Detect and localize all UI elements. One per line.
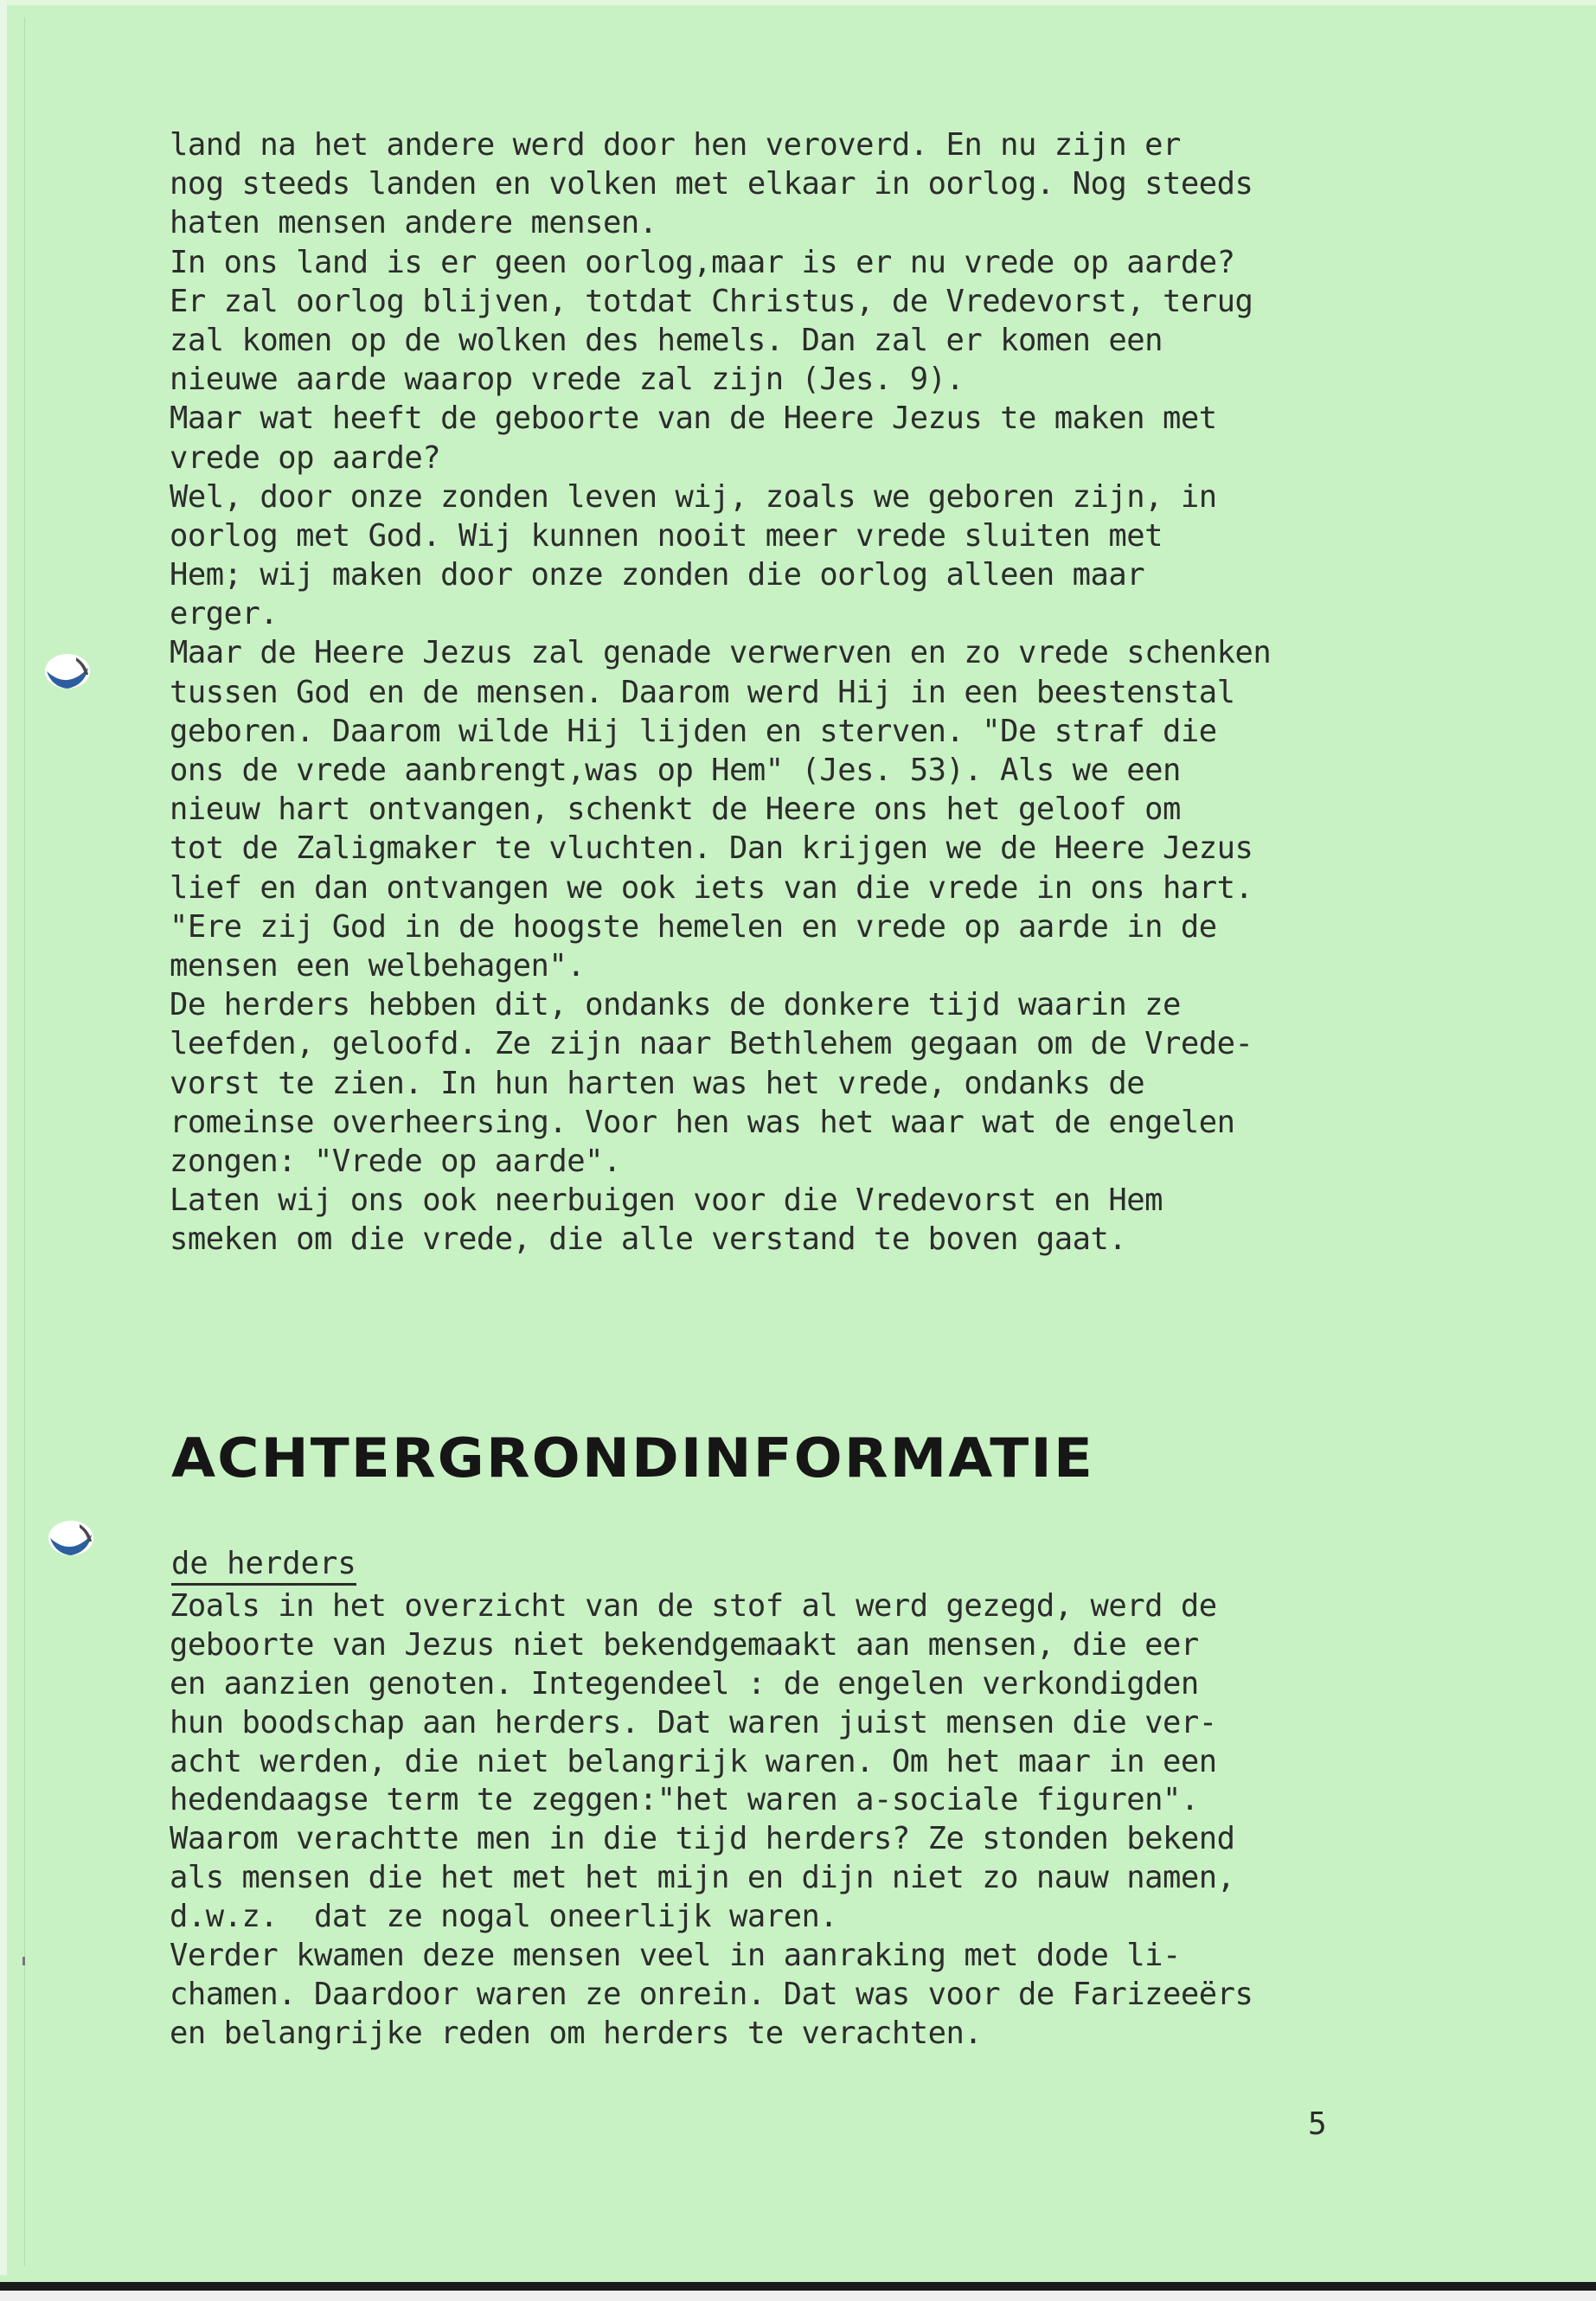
text-line: "Ere zij God in de hoogste hemelen en vrede op aarde in de — [170, 908, 1217, 945]
punch-hole-icon — [42, 649, 95, 692]
text-line: oorlog met God. Wij kunnen nooit meer vrede sluiten met — [170, 517, 1163, 554]
text-line: nog steeds landen en volken met elkaar in oorlog. Nog steeds — [170, 166, 1253, 202]
text-line: hun boodschap aan herders. Dat waren juist mensen die ver- — [170, 1704, 1217, 1740]
text-line: Maar de Heere Jezus zal genade verwerven en zo vrede schenken — [170, 635, 1272, 671]
section-subheading: de herders — [171, 1544, 356, 1586]
text-line: leefden, geloofd. Ze zijn naar Bethlehem gegaan om de Vrede- — [170, 1026, 1253, 1062]
bottom-border — [0, 2282, 1596, 2291]
text-line: zal komen op de wolken des hemels. Dan zal er komen een — [170, 322, 1163, 358]
text-line: en aanzien genoten. Integendeel : de engelen verkondigden — [170, 1665, 1199, 1702]
text-line: d.w.z. dat ze nogal oneerlijk waren. — [170, 1899, 838, 1935]
bottom-margin — [0, 2291, 1596, 2301]
text-line: nieuwe aarde waarop vrede zal zijn (Jes. 9). — [170, 362, 965, 398]
text-line: Wel, door onze zonden leven wij, zoals we geboren zijn, in — [170, 478, 1217, 515]
text-line: Er zal oorlog blijven, totdat Christus, de Vredevorst, terug — [170, 283, 1253, 319]
text-line: ons de vrede aanbrengt,was op Hem" (Jes. 53). Als we een — [170, 753, 1181, 788]
margin-mark — [22, 1957, 25, 1965]
text-line: Waarom verachtte men in die tijd herders? Ze stonden bekend — [170, 1821, 1235, 1857]
text-line: land na het andere werd door hen veroverd. En nu zijn er — [170, 127, 1181, 163]
body-text-top — [170, 125, 1424, 1259]
text-line: De herders hebben dit, ondanks de donkere tijd waarin ze — [170, 987, 1181, 1023]
section-heading: ACHTERGRONDINFORMATIE — [171, 1426, 1094, 1490]
text-line: mensen een welbehagen". — [170, 947, 586, 984]
page-number: 5 — [1308, 2106, 1327, 2142]
text-line: Zoals in het overzicht van de stof al werd gezegd, werd de — [170, 1588, 1217, 1624]
binding-line — [24, 17, 25, 2266]
text-line: romeinse overheersing. Voor hen was het waar wat de engelen — [170, 1104, 1235, 1140]
text-line: nieuw hart ontvangen, schenkt de Heere ons het geloof om — [170, 792, 1181, 828]
text-line: Verder kwamen deze mensen veel in aanraking met dode li- — [170, 1938, 1181, 1974]
text-line: vrede op aarde? — [170, 439, 441, 476]
text-line: haten mensen andere mensen. — [170, 205, 657, 241]
text-line: tot de Zaligmaker te vluchten. Dan krijgen we de Heere Jezus — [170, 830, 1253, 867]
text-line: vorst te zien. In hun harten was het vrede, ondanks de — [170, 1065, 1145, 1101]
text-line: zongen: "Vrede op aarde". — [170, 1143, 621, 1179]
text-line: erger. — [170, 596, 279, 632]
page-top-edge — [0, 0, 1596, 5]
text-line: als mensen die het met het mijn en dijn niet zo nauw namen, — [170, 1860, 1235, 1896]
text-line: chamen. Daardoor waren ze onrein. Dat was voor de Farizeeërs — [170, 1976, 1253, 2012]
text-line: smeken om die vrede, die alle verstand te boven gaat. — [170, 1221, 1127, 1258]
text-line: geboren. Daarom wilde Hij lijden en sterven. "De straf die — [170, 713, 1217, 749]
body-text-bottom — [170, 1587, 1424, 2054]
text-line: Maar wat heeft de geboorte van de Heere Jezus te maken met — [170, 401, 1217, 437]
punch-hole-icon — [45, 1516, 99, 1559]
text-line: acht werden, die niet belangrijk waren. Om het maar in een — [170, 1743, 1217, 1779]
text-line: In ons land is er geen oorlog,maar is er nu vrede op aarde? — [170, 244, 1235, 280]
text-line: lief en dan ontvangen we ook iets van die vrede in ons hart. — [170, 869, 1253, 906]
text-line: tussen God en de mensen. Daarom werd Hij in een beestenstal — [170, 674, 1235, 710]
text-line: Hem; wij maken door onze zonden die oorlog alleen maar — [170, 557, 1145, 593]
text-line: hedendaagse term te zeggen:"het waren a-sociale figuren". — [170, 1782, 1199, 1818]
page-left-edge — [0, 0, 7, 2275]
text-line: Laten wij ons ook neerbuigen voor die Vredevorst en Hem — [170, 1183, 1163, 1219]
text-line: geboorte van Jezus niet bekendgemaakt aan mensen, die eer — [170, 1626, 1199, 1663]
text-line: en belangrijke reden om herders te verachten. — [170, 2015, 983, 2051]
